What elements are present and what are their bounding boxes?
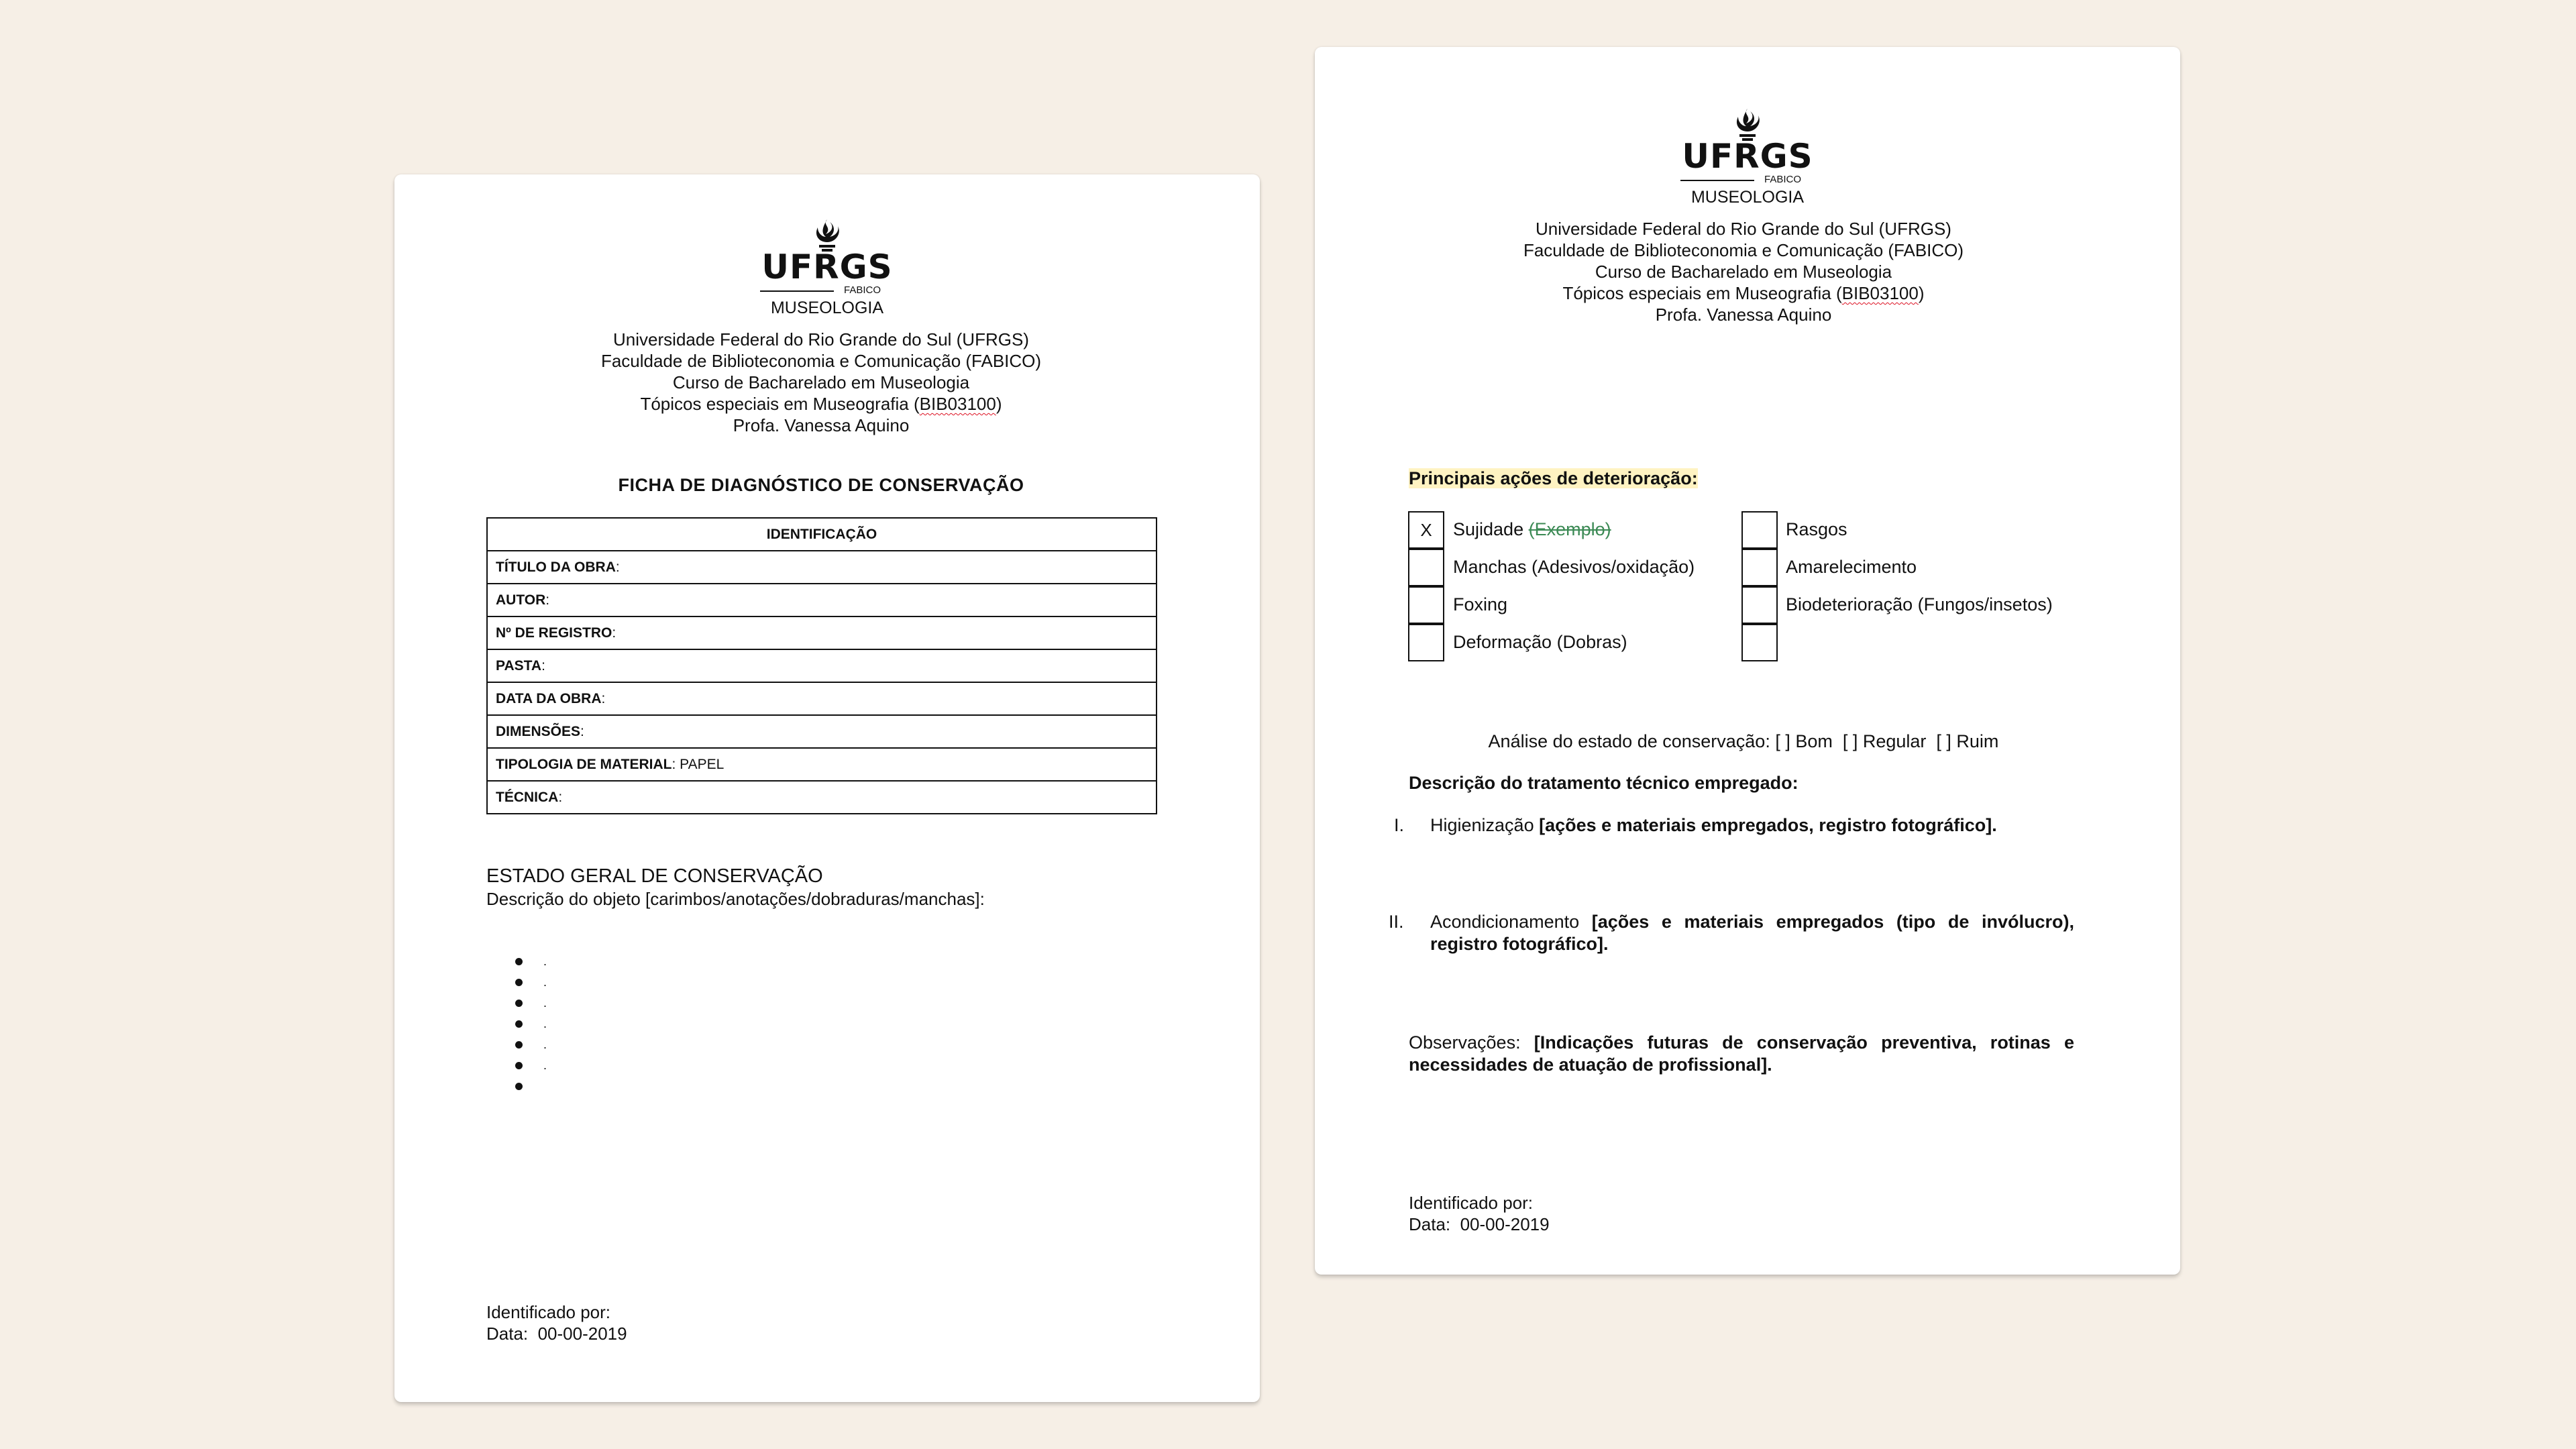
list-item[interactable]: . [515,1055,547,1076]
table-row: PASTA: [487,649,1157,682]
table-row: TIPOLOGIA DE MATERIAL: PAPEL [487,748,1157,781]
checkbox-deformacao[interactable] [1408,624,1444,661]
checkbox-label-manchas: Manchas (Adesivos/oxidação) [1453,557,1695,577]
estado-title: ESTADO GERAL DE CONSERVAÇÃO [486,865,823,887]
description-bullet-list [515,951,547,1097]
header-line-course: Curso de Bacharelado em Museologia [1595,262,1892,282]
item-number-1: I. [1394,815,1405,835]
logo-brand: UFRGS [1682,137,1813,176]
checkbox-label-deformacao: Deformação (Dobras) [1453,632,1627,652]
checkbox-label-rasgos: Rasgos [1786,519,1847,539]
table-header: IDENTIFICAÇÃO [487,518,1157,551]
checkbox-label-foxing: Foxing [1453,594,1508,614]
logo-fabico: FABICO [1764,174,1801,185]
checkbox-sujidade[interactable]: X [1408,511,1444,549]
checkbox-amarelecimento[interactable] [1741,549,1778,586]
list-item[interactable]: . [515,972,547,993]
identified-by: Identificado por: [1409,1193,1534,1213]
header-line-faculty: Faculdade de Biblioteconomia e Comunicação (FABICO) [600,351,1042,371]
table-row: TÉCNICA: [487,781,1157,814]
header-line-professor: Profa. Vanessa Aquino [733,415,910,435]
ufrgs-logo [760,218,894,317]
form-title: FICHA DE DIAGNÓSTICO DE CONSERVAÇÃO [618,475,1024,495]
logo-fabico: FABICO [843,284,881,296]
analise-line: Análise do estado de conservação: [ ] Bom [ ] Regular [ ] Ruim [1488,731,1999,751]
logo-brand: UFRGS [761,248,893,286]
identified-by: Identificado por: [486,1302,611,1322]
table-row: Nº DE REGISTRO: [487,616,1157,649]
header-line-subject: Tópicos especiais em Museografia (BIB03100) [1562,283,1925,303]
table-row: TÍTULO DA OBRA: [487,551,1157,584]
acoes-title: Principais ações de deterioração: [1409,468,1698,488]
header-line-university: Universidade Federal do Rio Grande do Sul (UFRGS) [1536,219,1951,239]
checkbox-label-biodeterioracao: Biodeterioração (Fungos/insetos) [1786,594,2053,614]
checkbox-rasgos[interactable] [1741,511,1778,549]
estado-description: Descrição do objeto [carimbos/anotações/dobraduras/manchas]: [486,889,985,909]
item-number-2: II. [1389,912,1404,932]
date-field: Data: 00-00-2019 [1409,1214,1550,1234]
item-acondicionamento: Acondicionamento [ações e materiais empregados (tipo de invólucro), registro fotográfico]. [1430,912,2074,954]
header-line-subject: Tópicos especiais em Museografia (BIB03100) [640,394,1002,414]
observacoes: Observações: [Indicações futuras de conservação preventiva, rotinas e necessidades de atuação de profissional]. [1409,1032,2075,1075]
header-line-professor: Profa. Vanessa Aquino [1655,305,1832,325]
table-row: DIMENSÕES: [487,715,1157,748]
institution-header [394,329,1248,436]
institution-header [1315,218,2172,325]
list-item[interactable]: . [515,1014,547,1034]
checkbox-label-amarelecimento: Amarelecimento [1786,557,1917,577]
checkbox-foxing[interactable] [1408,586,1444,624]
logo-museologia: MUSEOLOGIA [770,299,884,317]
list-item[interactable] [515,1076,547,1097]
header-line-faculty: Faculdade de Biblioteconomia e Comunicação (FABICO) [1523,240,1964,260]
date-field: Data: 00-00-2019 [486,1324,627,1344]
table-row: DATA DA OBRA: [487,682,1157,715]
document-page-2 [1315,47,2180,1275]
document-page-1 [394,174,1260,1402]
checkbox-manchas[interactable] [1408,549,1444,586]
checkbox-biodeterioracao[interactable] [1741,586,1778,624]
header-line-university: Universidade Federal do Rio Grande do Sul (UFRGS) [613,329,1029,350]
table-row: AUTOR: [487,584,1157,616]
list-item[interactable]: . [515,993,547,1014]
item-higienizacao: Higienização [ações e materiais empregados, registro fotográfico]. [1430,815,1997,835]
ufrgs-logo [1680,107,1815,207]
list-item[interactable]: . [515,951,547,972]
logo-museologia: MUSEOLOGIA [1690,188,1805,207]
checkbox-empty[interactable] [1741,624,1778,661]
descricao-title: Descrição do tratamento técnico empregado: [1409,773,1799,793]
list-item[interactable]: . [515,1034,547,1055]
header-line-course: Curso de Bacharelado em Museologia [672,372,970,392]
identification-table [486,517,1157,814]
checkbox-label-sujidade: Sujidade (Exemplo) [1453,519,1611,539]
